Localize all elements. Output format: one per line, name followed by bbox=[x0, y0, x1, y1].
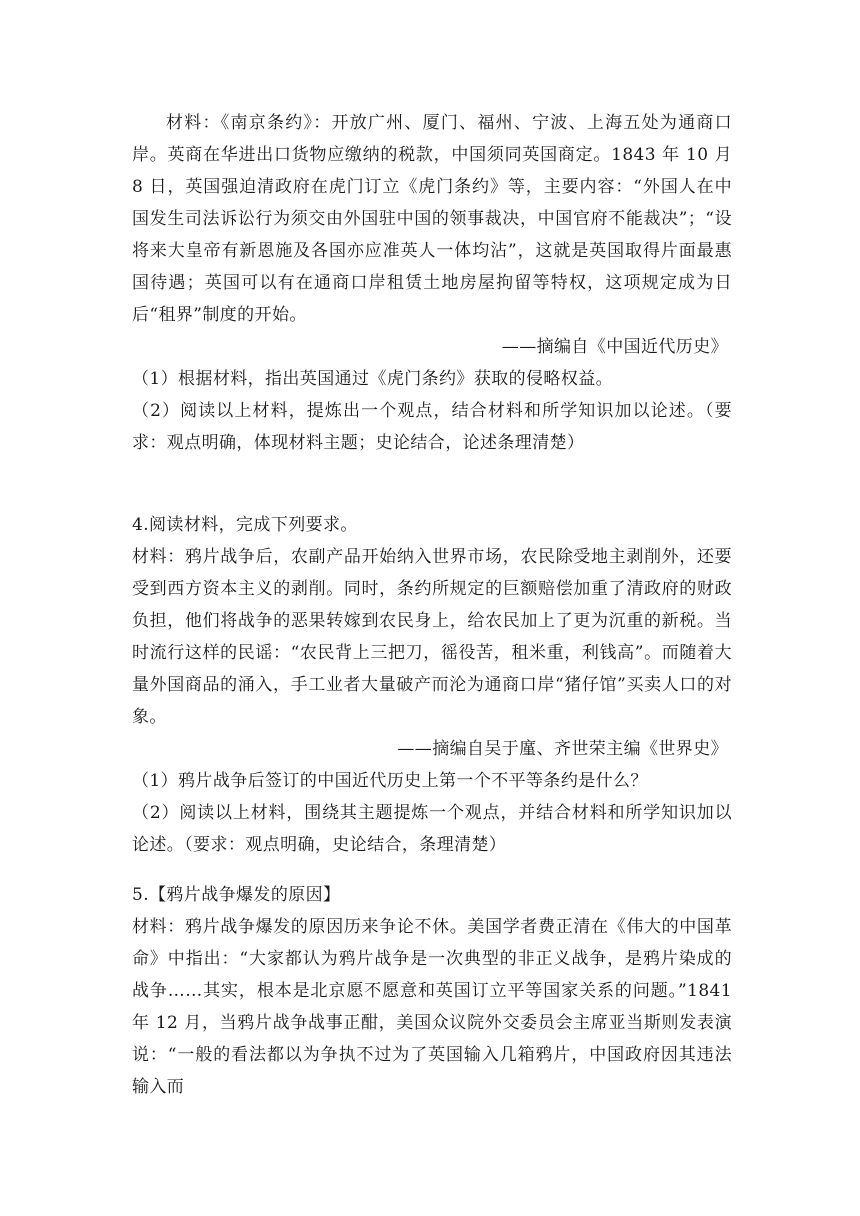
question-1: （1）鸦片战争后签订的中国近代历史上第一个不平等条约是什么？ bbox=[132, 771, 648, 791]
source-citation: ——摘编自吴于廑、齐世荣主编《世界史》 bbox=[397, 739, 728, 759]
section-4 bbox=[132, 509, 732, 861]
material-text: 材料：鸦片战争后，农副产品开始纳入世界市场，农民除受地主剥削外，还要受到西方资本主义的剥削。同时，条约所规定的巨额赔偿加重了清政府的财政负担，他们将战争的恶果转嫁到农民身上，给农民加上了更为沉重的新税。当时流行这样的民谣：“农民背上三把刀，徭役苦，租米重，利钱高”。而随着大量外国商品的涌入，手工业者大量破产而沦为通商口岸“猪仔馆”买卖人口的对象。 bbox=[132, 547, 732, 727]
question-2: （2）阅读以上材料，围绕其主题提炼一个观点，并结合材料和所学知识加以论述。（要求：观点明确，史论结合，条理清楚） bbox=[132, 803, 732, 855]
material-text: 材料：《南京条约》：开放广州、厦门、福州、宁波、上海五处为通商口岸。英商在华进出口货物应缴纳的税款，中国须同英国商定。1843 年 10 月 8 日，英国强迫清政府在虎门订立《虎门条约》等，主要内容：“外国人在中国发生司法诉讼行为须交由外国驻中国的领事裁决，中国官府不能裁决”；“设将来大皇帝有新恩施及各国亦应准英人一体均沾”，这就是英国取得片面最惠国待遇；英国可以有在通商口岸租赁土地房屋拘留等特权，这项规定成为日后“租界”制度的开始。 bbox=[132, 113, 732, 325]
question-heading: 5.【鸦片战争爆发的原因】 bbox=[132, 885, 341, 905]
source-citation: ——摘编自《中国近代历史》 bbox=[501, 337, 728, 357]
section-3 bbox=[132, 107, 732, 459]
question-heading: 4.阅读材料，完成下列要求。 bbox=[132, 515, 358, 535]
question-2: （2）阅读以上材料，提炼出一个观点，结合材料和所学知识加以论述。（要求：观点明确，体现材料主题；史论结合，论述条理清楚） bbox=[132, 401, 732, 453]
material-text: 材料：鸦片战争爆发的原因历来争论不休。美国学者费正清在《伟大的中国革命》中指出：“大家都认为鸦片战争是一次典型的非正义战争，是鸦片染成的战争……其实，根本是北京愿不愿意和英国订立平等国家关系的问题。”1841 年 12 月，当鸦片战争战事正酣，美国众议院外交委员会主席亚当斯则发表演说：“一般的看法都以为争执不过为了英国输入几箱鸦片，中国政府因其违法输入而 bbox=[132, 917, 732, 1097]
section-5 bbox=[132, 879, 732, 1103]
question-1: （1）根据材料，指出英国通过《虎门条约》获取的侵略权益。 bbox=[132, 369, 614, 389]
